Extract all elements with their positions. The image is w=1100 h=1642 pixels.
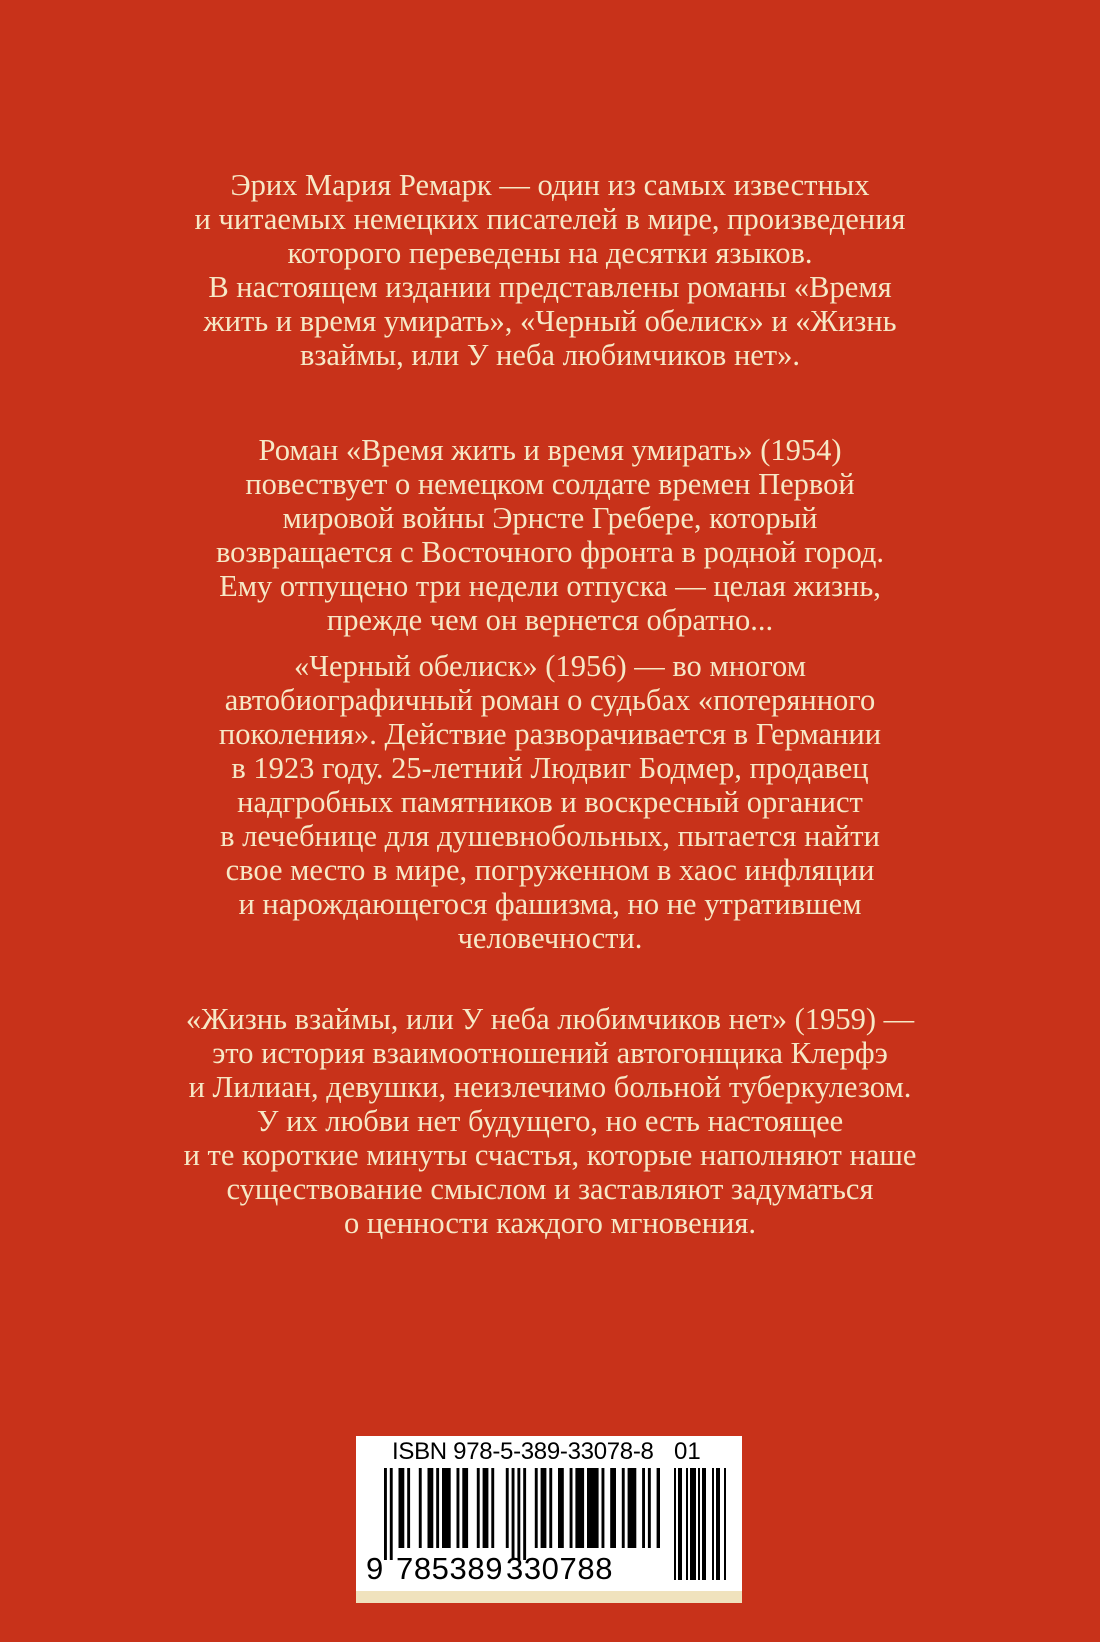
text-line: и читаемых немецких писателей в мире, произведения	[194, 202, 906, 236]
barcode-bar	[407, 1468, 410, 1548]
text-line: жить и время умирать», «Черный обелиск» и «Жизнь	[203, 304, 897, 338]
barcode-guard-bar	[384, 1468, 387, 1560]
barcode-bar	[575, 1468, 584, 1548]
barcode-bar	[628, 1468, 637, 1548]
barcode-lead-digit: 9	[366, 1551, 384, 1586]
barcode-bar	[686, 1468, 688, 1580]
barcode-addon-bars	[674, 1468, 730, 1584]
barcode-guard-bar	[390, 1468, 393, 1560]
text-line: Ему отпущено три недели отпуска — целая жизнь,	[219, 569, 881, 603]
barcode-bar	[698, 1468, 700, 1580]
barcode-bar	[558, 1468, 564, 1548]
text-line: мировой войны Эрнсте Гребере, который	[282, 501, 818, 535]
barcode-bar	[587, 1468, 599, 1548]
text-line: «Жизнь взаймы, или У неба любимчиков нет» (1959) —	[185, 1002, 915, 1036]
barcode-digit-group-right: 330788	[506, 1551, 614, 1586]
barcode-bar	[462, 1468, 468, 1548]
text-line: взаймы, или У неба любимчиков нет».	[299, 338, 801, 372]
barcode-main-bars	[384, 1468, 660, 1560]
barcode-bar	[457, 1468, 460, 1548]
text-line: поколения». Действие разворачивается в Германии	[218, 717, 882, 751]
text-line: В настоящем издании представлены романы «Время	[208, 270, 892, 304]
barcode-bar	[506, 1468, 509, 1548]
text-line: это история взаимоотношений автогонщика Клерфэ	[212, 1036, 888, 1070]
barcode-bar	[610, 1468, 616, 1548]
text-line: надгробных памятников и воскресный органист	[237, 785, 863, 819]
barcode-bar	[549, 1468, 552, 1548]
text-line: «Черный обелиск» (1956) — во многом	[293, 649, 807, 683]
barcode-bar	[477, 1468, 480, 1548]
paragraph-black-obelisk	[150, 649, 950, 955]
barcode-bar	[716, 1468, 720, 1580]
barcode-bar	[541, 1468, 547, 1548]
barcode-bar	[712, 1468, 714, 1580]
text-line: Роман «Время жить и время умирать» (1954)	[258, 433, 842, 467]
barcode-bar	[570, 1468, 573, 1548]
paragraph-time-to-live	[150, 433, 950, 637]
isbn-barcode	[356, 1436, 742, 1591]
barcode-bar	[674, 1468, 676, 1580]
text-line: которого переведены на десятки языков.	[287, 236, 813, 270]
text-line: человечности.	[457, 921, 643, 955]
barcode-bar	[724, 1468, 726, 1580]
barcode-guard-bar	[517, 1468, 520, 1560]
barcode-bar	[428, 1468, 434, 1548]
text-line: в лечебнице для душевнобольных, пытается найти	[220, 819, 880, 853]
barcode-addon-code: 01	[674, 1438, 701, 1465]
text-line: о ценности каждого мгновения.	[343, 1206, 756, 1240]
barcode-bar	[419, 1468, 422, 1548]
barcode-bar	[702, 1468, 706, 1580]
barcode-bar	[690, 1468, 696, 1580]
barcode-bar	[491, 1468, 494, 1548]
barcode-digit-group-left: 785389	[396, 1551, 504, 1586]
barcode-bar	[535, 1468, 538, 1548]
barcode-bar	[678, 1468, 682, 1580]
barcode-guard-bar	[523, 1468, 526, 1560]
isbn-label: ISBN 978-5-389-33078-8	[392, 1438, 654, 1465]
text-line: в 1923 году. 25-летний Людвиг Бодмер, продавец	[231, 751, 869, 785]
barcode-bar	[622, 1468, 625, 1548]
text-line: автобиографичный роман о судьбах «потерянного	[224, 683, 876, 717]
text-line: и Лилиан, девушки, неизлечимо больной туберкулезом.	[188, 1070, 912, 1104]
text-line: У их любви нет будущего, но есть настоящее	[256, 1104, 844, 1138]
text-line: и нарождающегося фашизма, но не утратившем	[238, 887, 862, 921]
text-line: повествует о немецком солдате времен Первой	[245, 467, 855, 501]
barcode-bar	[642, 1468, 645, 1548]
barcode-bottom-strip	[356, 1591, 742, 1603]
text-line: свое место в мире, погруженном в хаос инфляции	[225, 853, 875, 887]
paragraph-heaven-has-no-favorites	[150, 1002, 950, 1240]
text-line: возвращается с Восточного фронта в родной город.	[215, 535, 884, 569]
barcode-bar	[399, 1468, 405, 1548]
text-line: Эрих Мария Ремарк — один из самых известных	[230, 168, 870, 202]
barcode-guard-bar	[512, 1468, 515, 1560]
text-line: и те короткие минуты счастья, которые наполняют наше	[183, 1138, 917, 1172]
barcode-bar	[657, 1468, 660, 1548]
text-line: существование смыслом и заставляют задуматься	[226, 1172, 874, 1206]
barcode-bar	[602, 1468, 605, 1548]
barcode-bar	[483, 1468, 489, 1548]
barcode-bar	[648, 1468, 651, 1548]
barcode-bar	[442, 1468, 451, 1548]
text-line: прежде чем он вернется обратно...	[326, 603, 774, 637]
barcode-bar	[436, 1468, 439, 1548]
paragraph-intro	[150, 168, 950, 372]
